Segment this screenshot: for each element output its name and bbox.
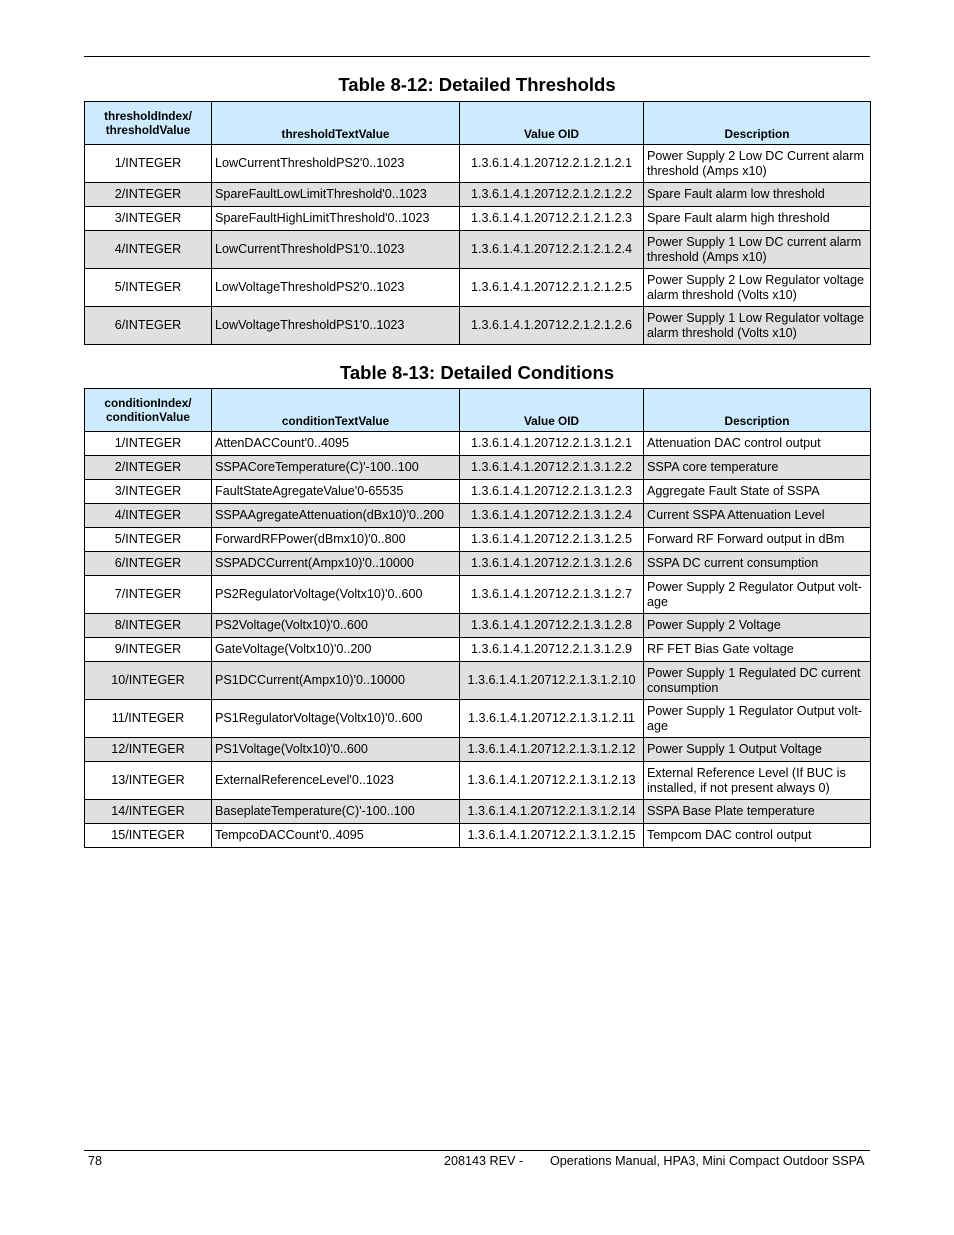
document-number: 208143 REV - [444,1154,524,1168]
description-cell: Attenuation DAC control output [644,432,871,456]
table-row [85,800,871,824]
description-cell: Forward RF Forward output in dBm [644,528,871,552]
value-oid-cell: 1.3.6.1.4.1.20712.2.1.2.1.2.5 [460,269,644,307]
value-oid-cell: 1.3.6.1.4.1.20712.2.1.3.1.2.7 [460,576,644,614]
index-cell: 8/INTEGER [85,614,212,638]
value-oid-cell: 1.3.6.1.4.1.20712.2.1.2.1.2.2 [460,183,644,207]
description-cell: Spare Fault alarm low threshold [644,183,871,207]
index-cell: 4/INTEGER [85,504,212,528]
conditions-table [84,388,871,848]
text-value-cell: PS1Voltage(Voltx10)'0..600 [212,738,460,762]
thresholds-table [84,101,871,345]
description-cell: Power Supply 2 Low DC Current alarm threshold (Amps x10) [644,145,871,183]
value-oid-cell: 1.3.6.1.4.1.20712.2.1.3.1.2.12 [460,738,644,762]
page-number: 78 [88,1154,103,1168]
value-oid-cell: 1.3.6.1.4.1.20712.2.1.3.1.2.9 [460,638,644,662]
description-cell: Tempcom DAC control output [644,824,871,848]
table-row [85,307,871,345]
table-row [85,528,871,552]
index-cell: 7/INTEGER [85,576,212,614]
text-value-cell: SSPADCCurrent(Ampx10)'0..10000 [212,552,460,576]
table-8-13-title: Table 8-13: Detailed Conditions [339,362,615,383]
value-oid-cell: 1.3.6.1.4.1.20712.2.1.3.1.2.14 [460,800,644,824]
footer-rule [84,1150,870,1151]
value-oid-cell: 1.3.6.1.4.1.20712.2.1.3.1.2.5 [460,528,644,552]
table-row [85,145,871,183]
value-oid-cell: 1.3.6.1.4.1.20712.2.1.2.1.2.6 [460,307,644,345]
table-row [85,662,871,700]
value-oid-cell: 1.3.6.1.4.1.20712.2.1.3.1.2.6 [460,552,644,576]
description-cell: Current SSPA Attenuation Level [644,504,871,528]
index-cell: 5/INTEGER [85,269,212,307]
value-oid-cell: 1.3.6.1.4.1.20712.2.1.3.1.2.3 [460,480,644,504]
table-row [85,183,871,207]
table-row [85,762,871,800]
table-8-12-title: Table 8-12: Detailed Thresholds [338,74,616,95]
value-oid-cell: 1.3.6.1.4.1.20712.2.1.2.1.2.1 [460,145,644,183]
value-oid-cell: 1.3.6.1.4.1.20712.2.1.3.1.2.10 [460,662,644,700]
text-value-cell: BaseplateTemperature(C)'-100..100 [212,800,460,824]
description-cell: Power Supply 1 Low DC current alarm threshold (Amps x10) [644,231,871,269]
index-cell: 1/INTEGER [85,432,212,456]
value-oid-cell: 1.3.6.1.4.1.20712.2.1.3.1.2.4 [460,504,644,528]
description-cell: Spare Fault alarm high threshold [644,207,871,231]
text-value-cell: SSPAAgregateAttenuation(dBx10)'0..200 [212,504,460,528]
description-cell: SSPA Base Plate temperature [644,800,871,824]
table-row [85,432,871,456]
text-value-cell: AttenDACCount'0..4095 [212,432,460,456]
table-row [85,576,871,614]
column-header-index: thresholdIndex/ thresholdValue [85,102,212,145]
table-row [85,269,871,307]
value-oid-cell: 1.3.6.1.4.1.20712.2.1.2.1.2.3 [460,207,644,231]
index-cell: 2/INTEGER [85,183,212,207]
text-value-cell: LowVoltageThresholdPS2'0..1023 [212,269,460,307]
text-value-cell: PS2RegulatorVoltage(Voltx10)'0..600 [212,576,460,614]
header-rule [84,56,870,57]
index-cell: 6/INTEGER [85,552,212,576]
conditions-table-body [85,432,871,848]
value-oid-cell: 1.3.6.1.4.1.20712.2.1.3.1.2.8 [460,614,644,638]
column-header-text-value: thresholdTextValue [212,102,460,145]
text-value-cell: PS1RegulatorVoltage(Voltx10)'0..600 [212,700,460,738]
table-row [85,638,871,662]
value-oid-cell: 1.3.6.1.4.1.20712.2.1.3.1.2.15 [460,824,644,848]
index-cell: 12/INTEGER [85,738,212,762]
table-row [85,456,871,480]
text-value-cell: SpareFaultLowLimitThreshold'0..1023 [212,183,460,207]
index-cell: 14/INTEGER [85,800,212,824]
index-cell: 3/INTEGER [85,480,212,504]
document-title: Operations Manual, HPA3, Mini Compact Outdoor SSPA [550,1154,865,1168]
description-cell: SSPA DC current consumption [644,552,871,576]
text-value-cell: TempcoDACCount'0..4095 [212,824,460,848]
index-cell: 13/INTEGER [85,762,212,800]
column-header-text-value: conditionTextValue [212,389,460,432]
index-cell: 1/INTEGER [85,145,212,183]
index-cell: 10/INTEGER [85,662,212,700]
description-cell: Power Supply 1 Output Voltage [644,738,871,762]
index-cell: 3/INTEGER [85,207,212,231]
text-value-cell: PS1DCCurrent(Ampx10)'0..10000 [212,662,460,700]
table-row [85,231,871,269]
description-cell: Power Supply 2 Voltage [644,614,871,638]
text-value-cell: ForwardRFPower(dBmx10)'0..800 [212,528,460,552]
description-cell: Power Supply 2 Low Regulator voltage alarm threshold (Volts x10) [644,269,871,307]
table-row [85,480,871,504]
table-row [85,504,871,528]
value-oid-cell: 1.3.6.1.4.1.20712.2.1.3.1.2.1 [460,432,644,456]
thresholds-table-body [85,145,871,345]
column-header-value-oid: Value OID [460,102,644,145]
description-cell: External Reference Level (If BUC is installed, if not present always 0) [644,762,871,800]
value-oid-cell: 1.3.6.1.4.1.20712.2.1.2.1.2.4 [460,231,644,269]
description-cell: Power Supply 1 Low Regulator voltage alarm threshold (Volts x10) [644,307,871,345]
table-row [85,700,871,738]
value-oid-cell: 1.3.6.1.4.1.20712.2.1.3.1.2.13 [460,762,644,800]
text-value-cell: GateVoltage(Voltx10)'0..200 [212,638,460,662]
index-cell: 15/INTEGER [85,824,212,848]
index-cell: 11/INTEGER [85,700,212,738]
table-row [85,738,871,762]
description-cell: Power Supply 1 Regulated DC current consumption [644,662,871,700]
column-header-index: conditionIndex/ conditionValue [85,389,212,432]
description-cell: SSPA core temperature [644,456,871,480]
index-cell: 5/INTEGER [85,528,212,552]
value-oid-cell: 1.3.6.1.4.1.20712.2.1.3.1.2.11 [460,700,644,738]
table-row [85,824,871,848]
description-cell: Power Supply 1 Regulator Output volt- age [644,700,871,738]
column-header-value-oid: Value OID [460,389,644,432]
description-cell: Power Supply 2 Regulator Output volt- age [644,576,871,614]
description-cell: Aggregate Fault State of SSPA [644,480,871,504]
value-oid-cell: 1.3.6.1.4.1.20712.2.1.3.1.2.2 [460,456,644,480]
index-cell: 4/INTEGER [85,231,212,269]
table-row [85,614,871,638]
description-cell: RF FET Bias Gate voltage [644,638,871,662]
index-cell: 6/INTEGER [85,307,212,345]
text-value-cell: LowCurrentThresholdPS2'0..1023 [212,145,460,183]
text-value-cell: SpareFaultHighLimitThreshold'0..1023 [212,207,460,231]
text-value-cell: FaultStateAgregateValue'0-65535 [212,480,460,504]
column-header-description: Description [644,389,871,432]
table-row [85,552,871,576]
index-cell: 2/INTEGER [85,456,212,480]
text-value-cell: PS2Voltage(Voltx10)'0..600 [212,614,460,638]
text-value-cell: SSPACoreTemperature(C)'-100..100 [212,456,460,480]
text-value-cell: LowCurrentThresholdPS1'0..1023 [212,231,460,269]
index-cell: 9/INTEGER [85,638,212,662]
column-header-description: Description [644,102,871,145]
text-value-cell: LowVoltageThresholdPS1'0..1023 [212,307,460,345]
table-row [85,207,871,231]
text-value-cell: ExternalReferenceLevel'0..1023 [212,762,460,800]
